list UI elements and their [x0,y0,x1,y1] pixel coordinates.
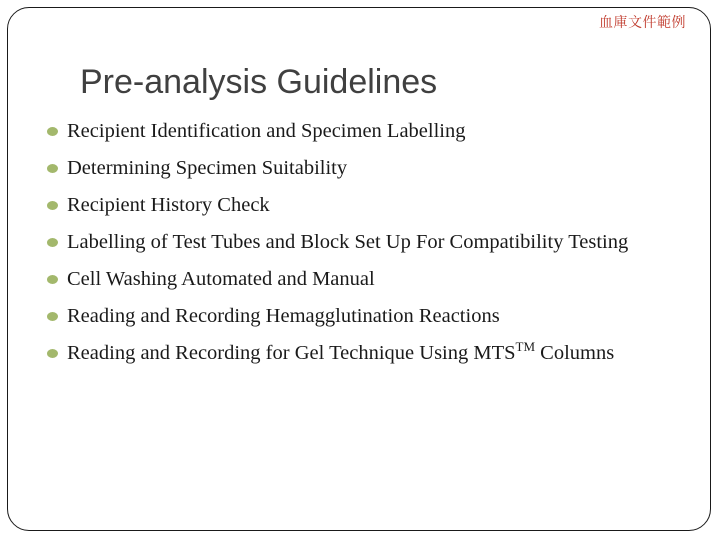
bullet-dot-icon [47,349,58,358]
trademark-superscript: TM [515,339,536,354]
document-header-label: 血庫文件範例 [599,15,686,31]
bullet-dot-icon [47,164,58,173]
bullet-text: Labelling of Test Tubes and Block Set Up For Compatibility Testing [67,231,629,253]
bullet-text [67,339,615,364]
slide-title: Pre-analysis Guidelines [80,63,438,101]
bullet-item [47,264,647,295]
bullet-item [47,116,647,147]
bullet-text-continued: Columns [535,342,615,364]
bullet-dot-icon [47,201,58,210]
bullet-dot-icon [47,238,58,247]
bullet-text: Reading and Recording Hemagglutination Reactions [67,305,500,327]
bullet-text: Cell Washing Automated and Manual [67,268,375,290]
bullet-item [47,190,647,221]
bullet-item [47,301,647,332]
bullet-item [47,338,647,369]
bullet-dot-icon [47,312,58,321]
bullet-text-main: Reading and Recording for Gel Technique Using MTS [67,342,516,364]
bullet-text: Recipient Identification and Specimen Labelling [67,120,466,142]
bullet-text: Recipient History Check [67,194,270,216]
bullet-list [47,116,647,375]
bullet-dot-icon [47,127,58,136]
bullet-item [47,227,647,258]
bullet-item [47,153,647,184]
bullet-text: Determining Specimen Suitability [67,157,348,179]
bullet-dot-icon [47,275,58,284]
